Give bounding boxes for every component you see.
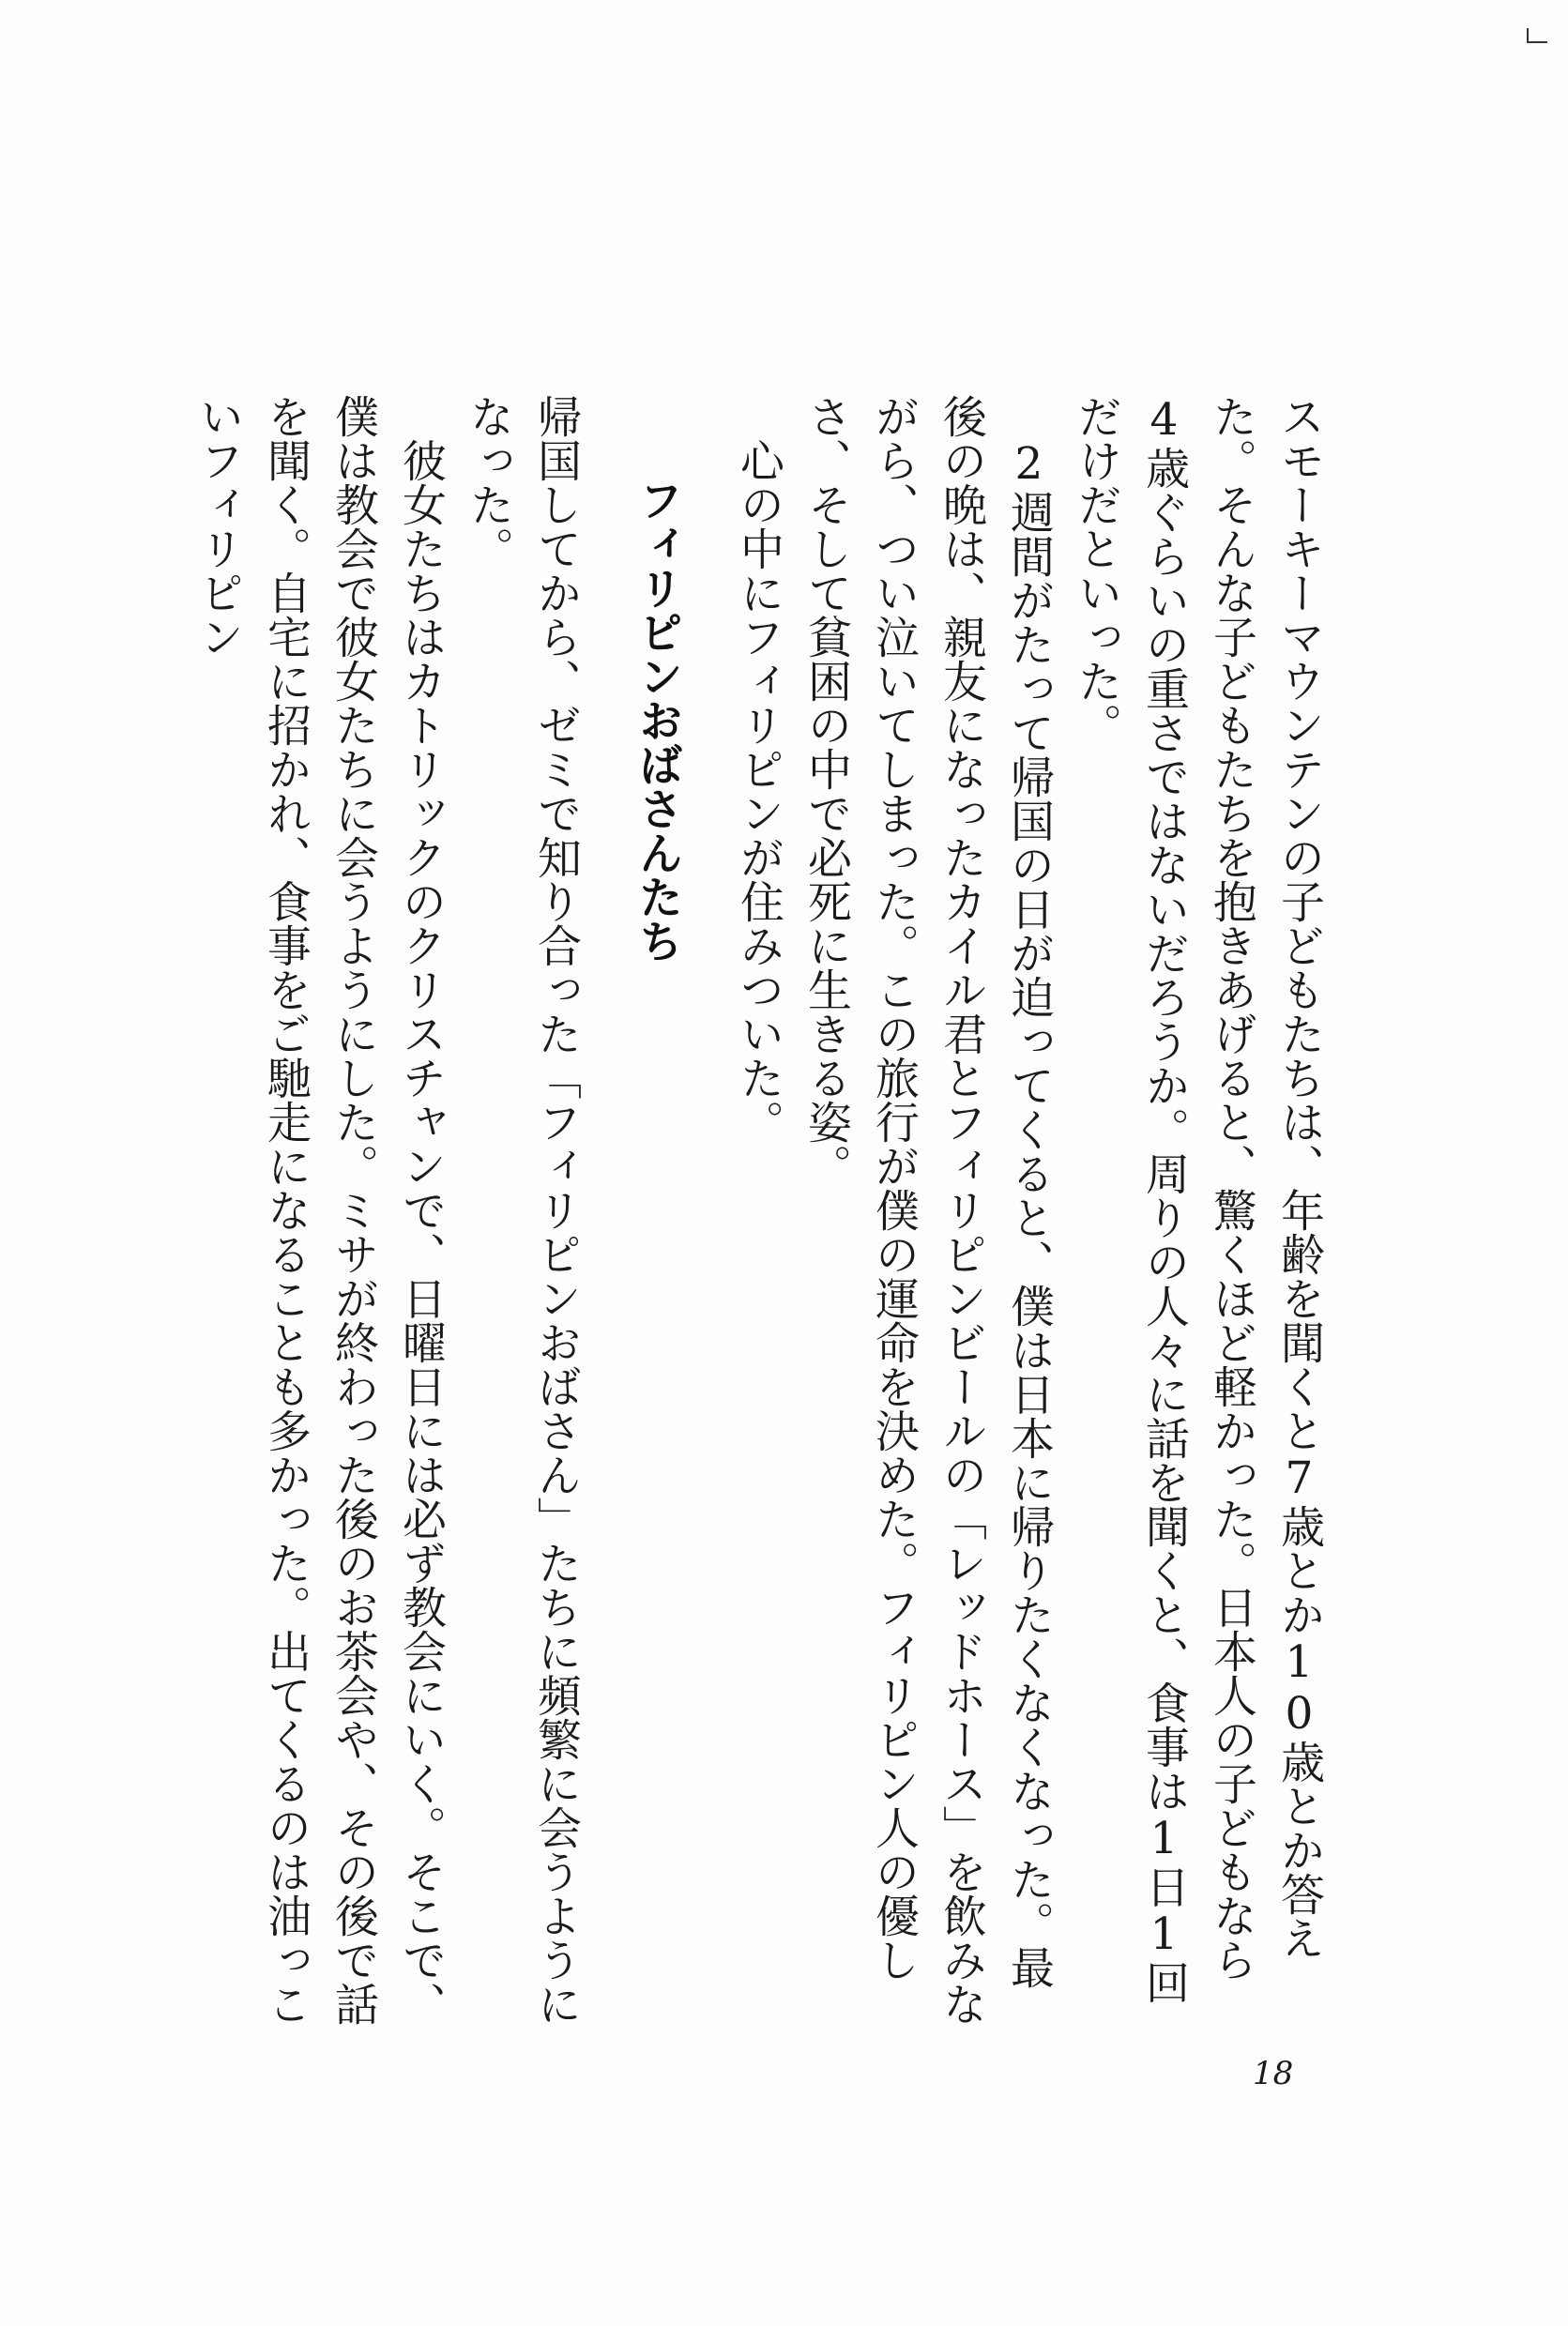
paragraph: 帰国してから、ゼミで知り合った「フィリピンおばさん」たちに頻繁に会うようになった。 [463, 394, 582, 2026]
body-text [192, 394, 1332, 2027]
paragraph: スモーキーマウンテンの子どもたちは、年齢を聞くと7歳とか10歳とか答えた。そんな子どもたちを抱きあげると、驚くほど軽かった。日本人の子どもなら4歳ぐらいの重さではないだろうか。周りの人々に話を聞くと、食事は1日1回だけだといった。 [1071, 394, 1325, 2004]
section-heading: フィリピンおばさんたち [632, 478, 683, 964]
paragraph: 心の中にフィリピンが住みついた。 [733, 438, 784, 1144]
crop-mark [1527, 28, 1547, 43]
paragraph: 彼女たちはカトリックのクリスチャンで、日曜日には必ず教会にいく。そこで、僕は教会で彼女たちに会うようにした。ミサが終わった後のお茶会や、その後で話を聞く。自宅に招かれ、食事をご馳走になることも多かった。出てくるのは油っこいフィリピン [192, 394, 447, 2026]
page-number: 18 [1253, 2055, 1294, 2092]
paragraph: 2週間がたって帰国の日が迫ってくると、僕は日本に帰りたくなくなった。最後の晩は、親友になったカイル君とフィリピンビールの「レッドホース」を飲みながら、つい泣いてしまった。この旅行が僕の運命を決めた。フィリピン人の優しさ、そして貧困の中で必死に生きる姿。 [800, 394, 1055, 2026]
